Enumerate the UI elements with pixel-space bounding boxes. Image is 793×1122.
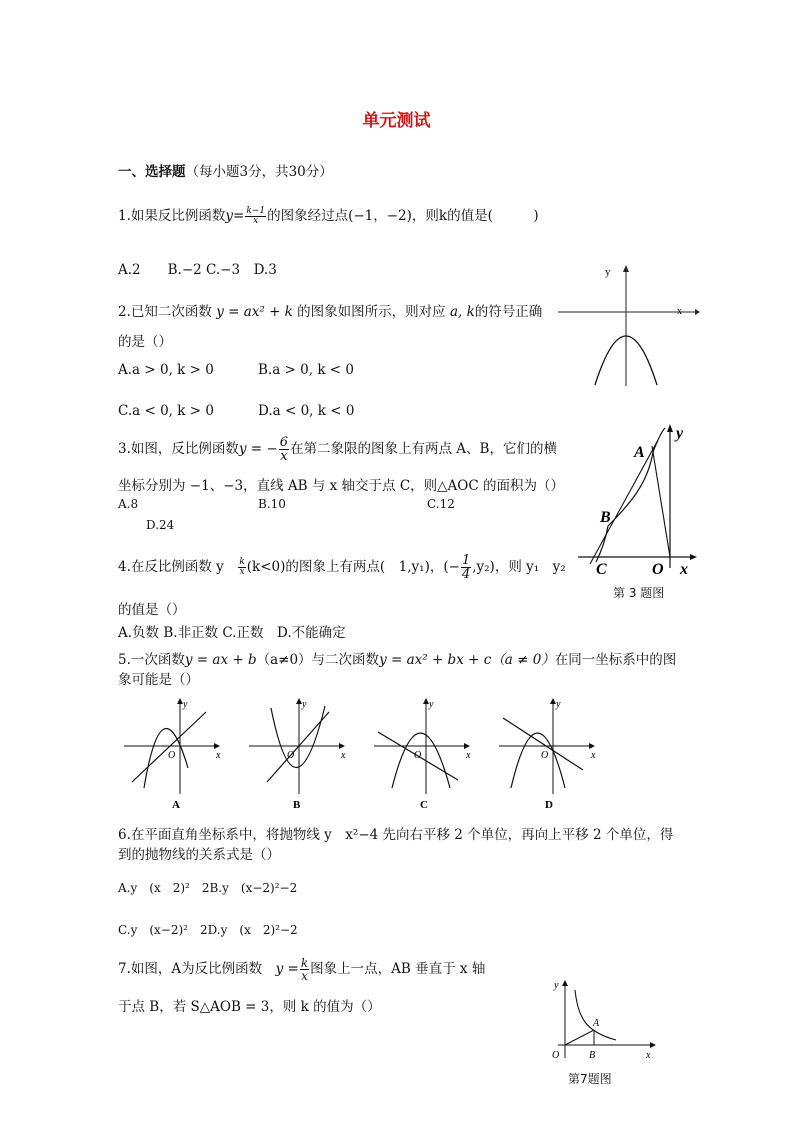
q5-label-b: B <box>293 799 301 811</box>
q4-stem: 4.在反比例函数 y $\frac{k}{x}$ (k<0)的图象上有两点( 1,y₁)，(− $\frac{1}{4}$ ,y₂)，则 y₁ y₂ <box>118 553 566 582</box>
q7-figure-caption: 第7题图 <box>568 1072 612 1086</box>
q7-stem-line2: 于点 B，若 S△AOB = 3，则 k 的值为（） <box>118 999 381 1015</box>
q2-axis-x-label: x <box>677 306 682 317</box>
q2-option-a: A.a > 0, k > 0 <box>118 362 214 378</box>
q3-label-C: C <box>596 561 607 578</box>
svg-text:x: x <box>466 750 471 761</box>
q4-options: A.负数 B.非正数 C.正数 D.不能确定 <box>118 625 346 641</box>
svg-text:y: y <box>429 699 434 710</box>
q3-fraction: $\frac{6}{x}$ <box>279 435 289 464</box>
q2-figure <box>555 262 700 390</box>
q5-graph-a <box>124 698 221 811</box>
q7-stem: 7.如图，A为反比例函数 y = $\frac{k}{x}$ 图象上一点，AB 垂直于 x 轴 <box>118 956 486 983</box>
q6-options-ab: A.y (x 2)² 2B.y (x−2)²−2 <box>118 881 298 895</box>
svg-text:x: x <box>216 750 221 761</box>
q6-options-cd: C.y (x−2)² 2D.y (x 2)²−2 <box>118 923 298 937</box>
q3-hyperbola <box>608 452 653 526</box>
q2-axis-y-label: y <box>605 266 611 278</box>
q3-option-c: C.12 <box>427 497 455 511</box>
q3-label-x: x <box>680 561 688 578</box>
q1-stem: 1.如果反比例函数y= $\frac{k-1}{x}$ 的图象经过点(−1，−2)，则k的值是( ) <box>118 206 539 226</box>
q3-label-A: A <box>634 444 645 461</box>
q3-stem: 3.如图，反比例函数y = − $\frac{6}{x}$ 在第二象限的图象上有两点 A、B，它们的横 <box>118 435 557 464</box>
svg-text:y: y <box>302 699 307 710</box>
q3-figure-caption: 第 3 题图 <box>613 586 665 600</box>
svg-text:O: O <box>168 750 176 761</box>
q2-stem-line2: 的是（） <box>118 334 172 350</box>
page-title: 单元测试 <box>362 111 431 131</box>
q3-option-b: B.10 <box>258 497 286 511</box>
q5-graph-c <box>374 698 471 811</box>
q3-option-a: A.8 <box>118 497 139 511</box>
q7-hyperbola <box>575 990 616 1040</box>
q5-label-c: C <box>420 799 428 811</box>
q3-segment-AO <box>652 446 670 557</box>
q3-label-B: B <box>600 509 611 526</box>
q5-graph-b <box>249 698 346 811</box>
q3-option-d: D.24 <box>146 518 175 532</box>
q6-stem-line2: 到的抛物线的关系式是（） <box>118 847 280 863</box>
q7-label-B: B <box>589 1050 596 1061</box>
svg-text:O: O <box>414 750 422 761</box>
q5-graphs <box>118 698 608 813</box>
svg-text:y: y <box>556 699 561 710</box>
q2-option-b: B.a > 0, k < 0 <box>258 362 354 378</box>
q3-label-O: O <box>652 561 664 578</box>
section-header <box>118 160 333 180</box>
q3-figure <box>572 422 700 578</box>
q7-label-A: A <box>593 1018 600 1029</box>
q2-option-c: C.a < 0, k > 0 <box>118 403 214 419</box>
q4-stem-line2: 的值是（） <box>118 602 186 618</box>
svg-text:x: x <box>341 750 346 761</box>
q3-line-AB <box>590 440 658 564</box>
svg-text:x: x <box>591 750 596 761</box>
q5-label-a: A <box>172 799 180 811</box>
svg-text:y: y <box>183 699 188 710</box>
q7-label-x: x <box>646 1050 651 1061</box>
q7-figure <box>548 978 660 1064</box>
q5-stem-line2: 象可能是（） <box>118 672 199 688</box>
q7-fraction: $\frac{k}{x}$ <box>300 956 309 983</box>
q3-label-y: y <box>676 425 684 442</box>
q2-stem: 2.已知二次函数 y = ax² + k 的图象如图所示，则对应 a, k的符号正确 <box>118 304 543 320</box>
svg-text:O: O <box>541 750 549 761</box>
q4-fraction: $\frac{k}{x}$ <box>239 557 245 577</box>
section-heading: 一、选择题 <box>118 164 186 180</box>
svg-text:O: O <box>287 750 295 761</box>
q4-fraction-2: $\frac{1}{4}$ <box>461 553 471 582</box>
q5-stem: 5.一次函数y = ax + b（a≠0）与二次函数y = ax² + bx + c（a ≠ 0）在同一坐标系中的图 <box>118 652 677 668</box>
q3-stem-line2: 坐标分别为 −1、−3，直线 AB 与 x 轴交于点 C，则△AOC 的面积为（） <box>118 478 564 494</box>
q7-label-y: y <box>554 980 559 991</box>
q2-option-d: D.a < 0, k < 0 <box>258 403 355 419</box>
q6-stem: 6.在平面直角坐标系中，将抛物线 y x²−4 先向右平移 2 个单位，再向上平移 2 个单位，得 <box>118 827 674 843</box>
q5-graph-d <box>499 698 596 811</box>
q1-fraction: $\frac{k-1}{x}$ <box>246 206 266 226</box>
q7-label-O: O <box>552 1050 560 1061</box>
q5-label-d: D <box>545 799 553 811</box>
q1-options: A.2 B.−2 C.−3 D.3 <box>118 262 277 278</box>
section-scoring: （每小题3分，共30分） <box>185 164 333 180</box>
